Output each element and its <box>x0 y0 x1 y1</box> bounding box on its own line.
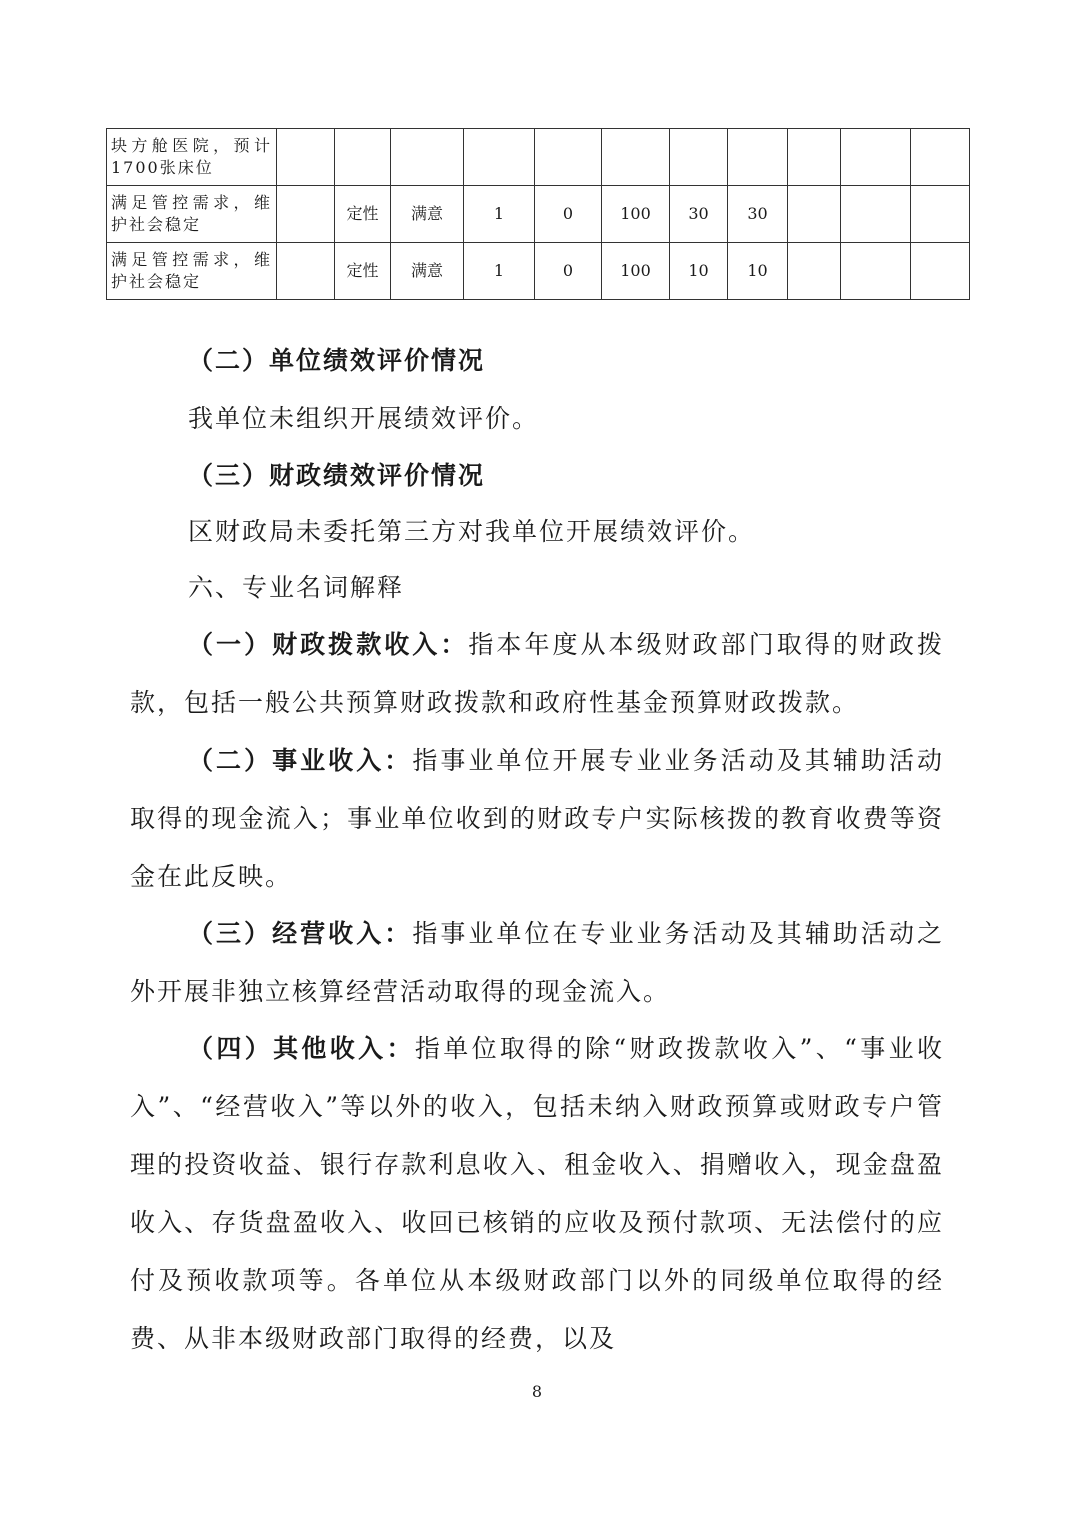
table-cell: 10 <box>670 243 728 300</box>
table-cell: 30 <box>670 186 728 243</box>
table-cell <box>841 243 911 300</box>
table-cell <box>391 129 464 186</box>
table-cell <box>670 129 728 186</box>
table-cell <box>788 243 841 300</box>
table-row <box>107 129 970 186</box>
fiscal-eval-text: 区财政局未委托第三方对我单位开展绩效评价。 <box>188 517 756 546</box>
table-cell <box>911 129 970 186</box>
term-other-income <box>130 1020 944 1368</box>
term-label: （四）其他收入： <box>188 1034 415 1063</box>
page-number: 8 <box>531 1382 543 1401</box>
table-cell <box>602 129 670 186</box>
table-cell <box>277 243 335 300</box>
table-row <box>107 243 970 300</box>
table-cell: 30 <box>728 186 788 243</box>
terms-heading: 六、专业名词解释 <box>188 573 405 602</box>
table-cell <box>788 129 841 186</box>
table-cell: 0 <box>535 186 602 243</box>
table-cell <box>277 186 335 243</box>
table-cell: 定性 <box>335 243 391 300</box>
table-cell: 10 <box>728 243 788 300</box>
table-cell: 1 <box>464 186 535 243</box>
term-fiscal-appropriation <box>130 616 944 732</box>
term-definition: 指事业单位开展专业业务活动及其辅助活动取得的现金流入；事业单位收到的财政专户实际核拨的教育收费等资金在此反映。 <box>130 746 944 891</box>
table-cell: 满意 <box>391 186 464 243</box>
fiscal-eval-heading: （三）财政绩效评价情况 <box>188 461 486 490</box>
table-cell <box>841 129 911 186</box>
table-cell <box>277 129 335 186</box>
term-definition: 指事业单位在专业业务活动及其辅助活动之外开展非独立核算经营活动取得的现金流入。 <box>130 919 944 1006</box>
table-cell: 1 <box>464 243 535 300</box>
table-cell <box>335 129 391 186</box>
table-row <box>107 186 970 243</box>
term-label: （三）经营收入： <box>188 919 413 948</box>
term-definition: 指本年度从本级财政部门取得的财政拨款，包括一般公共预算财政拨款和政府性基金预算财政拨款。 <box>130 630 944 717</box>
indicator-name-cell: 满足管控需求，维护社会稳定 <box>107 243 277 300</box>
table-cell: 100 <box>602 186 670 243</box>
term-operating-income <box>130 905 944 1021</box>
term-label: （一）财政拨款收入： <box>188 630 469 659</box>
table-cell <box>535 129 602 186</box>
term-business-income <box>130 732 944 906</box>
table-cell <box>841 186 911 243</box>
table-cell <box>911 186 970 243</box>
table-cell: 0 <box>535 243 602 300</box>
table-cell: 100 <box>602 243 670 300</box>
performance-indicator-table <box>106 128 970 300</box>
table-cell <box>464 129 535 186</box>
table-cell: 满意 <box>391 243 464 300</box>
table-cell: 定性 <box>335 186 391 243</box>
table-cell <box>728 129 788 186</box>
indicator-name-cell: 块方舱医院，预计1700张床位 <box>107 129 277 186</box>
table-cell <box>911 243 970 300</box>
table-cell <box>788 186 841 243</box>
unit-eval-heading: （二）单位绩效评价情况 <box>188 346 486 375</box>
term-definition: 指单位取得的除“财政拨款收入”、“事业收入”、“经营收入”等以外的收入，包括未纳入财政预算或财政专户管理的投资收益、银行存款利息收入、租金收入、捐赠收入，现金盘盈收入、存货盘盈收入、收回已核销的应收及预付款项、无法偿付的应付及预收款项等。各单位从本级财政部门以外的同级单位取得的经费、从非本级财政部门取得的经费，以及 <box>130 1034 944 1353</box>
unit-eval-text: 我单位未组织开展绩效评价。 <box>188 404 540 433</box>
term-label: （二）事业收入： <box>188 746 413 775</box>
indicator-name-cell: 满足管控需求，维护社会稳定 <box>107 186 277 243</box>
